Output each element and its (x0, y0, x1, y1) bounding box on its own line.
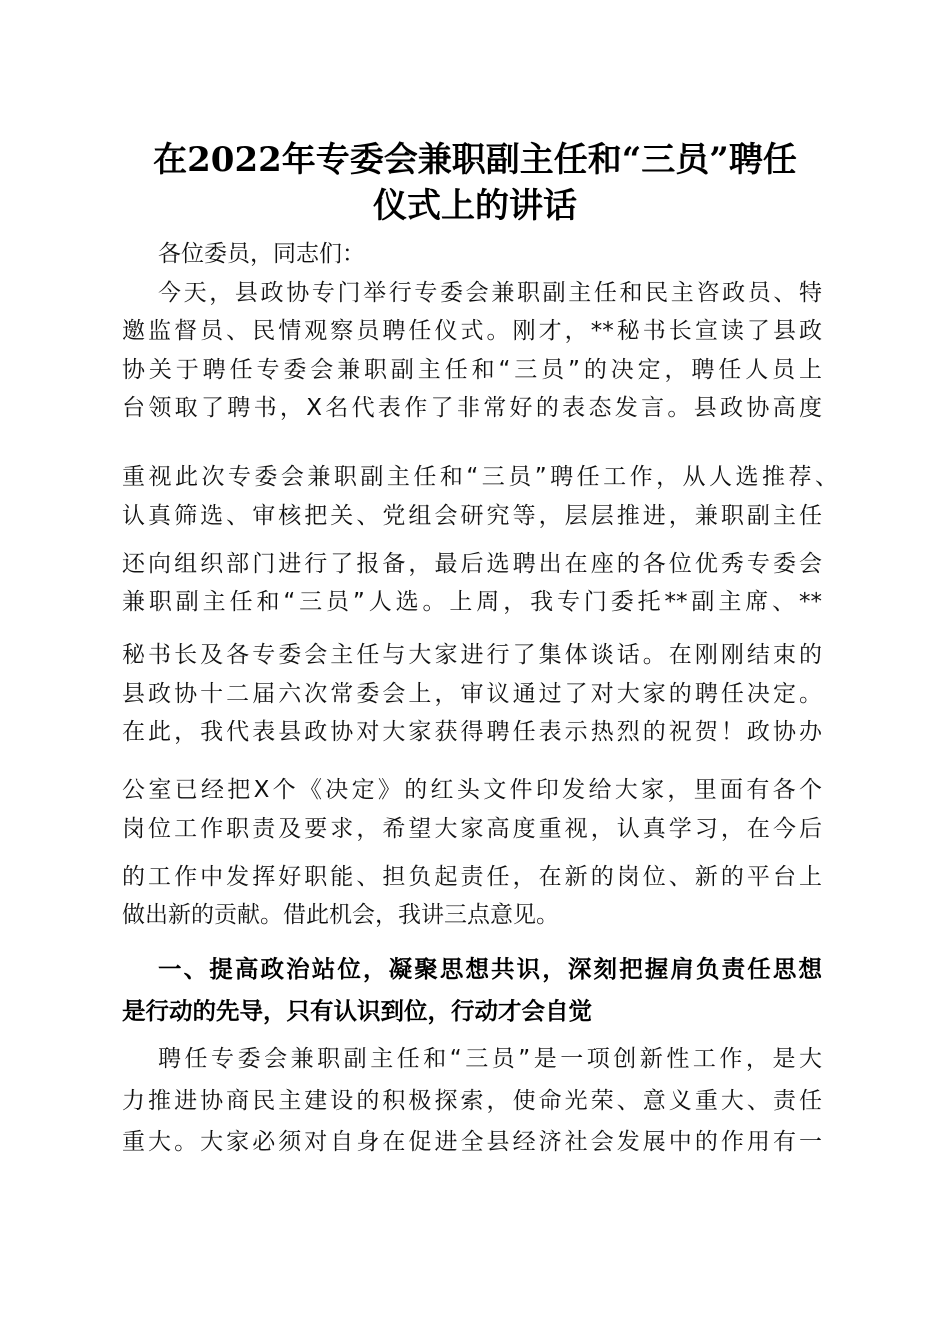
paragraph-1-line: 协关于聘任专委会兼职副主任和“三员”的决定，聘任人员上 (122, 357, 822, 383)
salutation: 各位委员，同志们： (158, 241, 365, 267)
paragraph-2-line: 重大。大家必须对自身在促进全县经济社会发展中的作用有一 (122, 1129, 822, 1155)
paragraph-1-line: 认真筛选、审核把关、党组会研究等，层层推进，兼职副主任 (122, 503, 822, 529)
document-title-line-1: 在2022年专委会兼职副主任和“三员”聘任 (153, 140, 797, 180)
paragraph-1-line: 岗位工作职责及要求，希望大家高度重视，认真学习，在今后 (122, 816, 822, 842)
paragraph-1-line: 邀监督员、民情观察员聘任仪式。刚才，**秘书长宣读了县政 (122, 318, 822, 344)
section-heading-line: 是行动的先导，只有认识到位，行动才会自觉 (122, 997, 592, 1025)
paragraph-2-line: 力推进协商民主建设的积极探索，使命光荣、意义重大、责任 (122, 1088, 822, 1114)
paragraph-1-line: 秘书长及各专委会主任与大家进行了集体谈话。在刚刚结束的 (122, 642, 822, 668)
paragraph-1-line: 兼职副主任和“三员”人选。上周，我专门委托**副主席、** (122, 589, 822, 615)
section-heading-line: 一、提高政治站位，凝聚思想共识，深刻把握肩负责任思想 (158, 955, 822, 983)
paragraph-2-line: 聘任专委会兼职副主任和“三员”是一项创新性工作，是大 (158, 1046, 822, 1072)
paragraph-1-line: 县政协十二届六次常委会上，审议通过了对大家的聘任决定。 (122, 681, 822, 707)
paragraph-1-line: 重视此次专委会兼职副主任和“三员”聘任工作，从人选推荐、 (122, 464, 838, 490)
paragraph-1-line: 在此，我代表县政协对大家获得聘任表示热烈的祝贺！政协办 (122, 719, 822, 745)
document-title-line-2: 仪式上的讲话 (373, 186, 577, 226)
paragraph-1-line: 的工作中发挥好职能、担负起责任，在新的岗位、新的平台上 (122, 864, 822, 890)
paragraph-1-line: 台领取了聘书，X名代表作了非常好的表态发言。县政协高度 (122, 395, 822, 421)
paragraph-1-line: 今天，县政协专门举行专委会兼职副主任和民主咨政员、特 (158, 280, 822, 306)
paragraph-1-line: 公室已经把X个《决定》的红头文件印发给大家，里面有各个 (122, 777, 822, 803)
paragraph-1-line: 还向组织部门进行了报备，最后选聘出在座的各位优秀专委会 (122, 551, 822, 577)
paragraph-1-line: 做出新的贡献。借此机会，我讲三点意见。 (122, 902, 559, 928)
